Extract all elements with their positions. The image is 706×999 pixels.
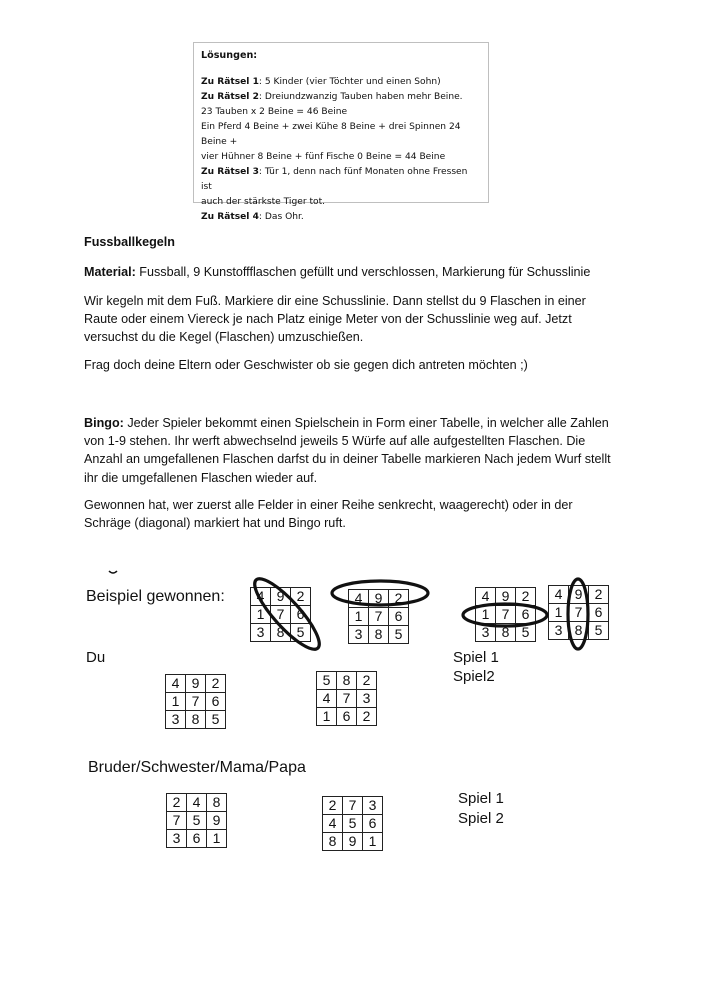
grid-cell: 3 — [167, 830, 187, 848]
rules-paragraph: Wir kegeln mit dem Fuß. Markiere dir eine Schusslinie. Dann stellst du 9 Flaschen in einer Raute oder einem Viereck je nach Platz einige Meter von der Schusslinie weg auf. Jetzt versuchst du die Kegel (Flaschen) umzuschießen. — [84, 294, 586, 345]
grid-cell: 8 — [271, 624, 291, 642]
grid-cell: 4 — [317, 690, 337, 708]
stray-mark — [109, 571, 117, 573]
grid-cell: 7 — [496, 606, 516, 624]
grid-cell: 2 — [589, 586, 609, 604]
spiel2-label: Spiel2 — [453, 668, 495, 685]
grid-cell: 3 — [349, 626, 369, 644]
grid-cell: 4 — [549, 586, 569, 604]
material-paragraph: Material: Fussball, 9 Kunstoffflaschen gefüllt und verschlossen, Markierung für Schusslinie — [84, 265, 591, 279]
grid-cell: 3 — [363, 797, 383, 815]
grid-cell: 8 — [337, 672, 357, 690]
grid-cell: 5 — [589, 622, 609, 640]
solution-line: Zu Rätsel 1: 5 Kinder (vier Töchter und einen Sohn) — [201, 77, 441, 87]
grid-cell: 1 — [476, 606, 496, 624]
grid-cell: 5 — [516, 624, 536, 642]
grid-cell: 7 — [271, 606, 291, 624]
family-spiel2-label: Spiel 2 — [458, 810, 504, 827]
grid-cell: 3 — [251, 624, 271, 642]
grid-cell: 6 — [187, 830, 207, 848]
solutions-box — [193, 42, 489, 222]
grid-cell: 5 — [187, 812, 207, 830]
family-grid-2 — [322, 796, 383, 851]
example-grid-row — [348, 589, 409, 644]
grid-cell: 9 — [569, 586, 589, 604]
grid-cell: 6 — [206, 693, 226, 711]
grid-cell: 6 — [589, 604, 609, 622]
du-label: Du — [86, 649, 106, 666]
solutions-heading: Lösungen: — [201, 50, 258, 61]
grid-cell: 1 — [317, 708, 337, 726]
grid-cell: 4 — [166, 675, 186, 693]
grid-cell: 2 — [357, 708, 377, 726]
grid-cell: 9 — [186, 675, 206, 693]
grid-cell: 7 — [569, 604, 589, 622]
solution-line: auch der stärkste Tiger tot. — [201, 197, 326, 207]
grid-cell: 6 — [291, 606, 311, 624]
grid-cell: 8 — [369, 626, 389, 644]
grid-cell: 4 — [187, 794, 207, 812]
family-label: Bruder/Schwester/Mama/Papa — [88, 759, 306, 776]
grid-cell: 5 — [206, 711, 226, 729]
grid-cell: 3 — [476, 624, 496, 642]
grid-cell: 9 — [207, 812, 227, 830]
example-label: Beispiel gewonnen: — [86, 588, 225, 605]
grid-cell: 6 — [363, 815, 383, 833]
grid-cell: 2 — [291, 588, 311, 606]
grid-cell: 2 — [389, 590, 409, 608]
grid-cell: 6 — [337, 708, 357, 726]
grid-cell: 7 — [186, 693, 206, 711]
grid-cell: 5 — [291, 624, 311, 642]
grid-cell: 4 — [323, 815, 343, 833]
grid-cell: 6 — [389, 608, 409, 626]
grid-cell: 5 — [389, 626, 409, 644]
solution-line: 23 Tauben x 2 Beine = 46 Beine — [201, 107, 348, 117]
spiel1-label: Spiel 1 — [453, 649, 499, 666]
grid-cell: 4 — [349, 590, 369, 608]
grid-cell: 1 — [549, 604, 569, 622]
grid-cell: 9 — [271, 588, 291, 606]
grid-cell: 2 — [516, 588, 536, 606]
du-grid-1 — [165, 674, 226, 729]
grid-cell: 2 — [323, 797, 343, 815]
grid-cell: 2 — [206, 675, 226, 693]
solution-line: Ein Pferd 4 Beine + zwei Kühe 8 Beine + drei Spinnen 24 Beine + — [201, 122, 461, 147]
grid-cell: 6 — [516, 606, 536, 624]
grid-cell: 7 — [167, 812, 187, 830]
grid-cell: 5 — [343, 815, 363, 833]
grid-cell: 5 — [317, 672, 337, 690]
grid-cell: 1 — [363, 833, 383, 851]
grid-cell: 9 — [343, 833, 363, 851]
du-grid-2 — [316, 671, 377, 726]
invite-paragraph: Frag doch deine Eltern oder Geschwister ob sie gegen dich antreten möchten ;) — [84, 358, 528, 372]
grid-cell: 3 — [357, 690, 377, 708]
family-spiel1-label: Spiel 1 — [458, 790, 504, 807]
example-grid-middle-row — [475, 587, 536, 642]
grid-cell: 4 — [476, 588, 496, 606]
grid-cell: 7 — [337, 690, 357, 708]
grid-cell: 8 — [496, 624, 516, 642]
grid-cell: 3 — [166, 711, 186, 729]
grid-cell: 7 — [343, 797, 363, 815]
grid-cell: 1 — [349, 608, 369, 626]
grid-cell: 4 — [251, 588, 271, 606]
grid-cell: 2 — [167, 794, 187, 812]
family-grid-1 — [166, 793, 227, 848]
section-title: Fussballkegeln — [84, 235, 175, 249]
solution-line: Zu Rätsel 3: Tür 1, denn nach fünf Monaten ohne Fressen ist — [201, 167, 468, 192]
winning-paragraph: Gewonnen hat, wer zuerst alle Felder in einer Reihe senkrecht, waagerecht) oder in der Schräge (diagonal) markiert hat und Bingo ruft. — [84, 498, 573, 531]
example-grid-column — [548, 585, 609, 640]
example-grid-diagonal — [250, 587, 311, 642]
grid-cell: 1 — [251, 606, 271, 624]
solution-line: Zu Rätsel 4: Das Ohr. — [201, 212, 304, 222]
grid-cell: 8 — [207, 794, 227, 812]
grid-cell: 1 — [207, 830, 227, 848]
grid-cell: 9 — [369, 590, 389, 608]
grid-cell: 8 — [186, 711, 206, 729]
grid-cell: 1 — [166, 693, 186, 711]
solution-line: vier Hühner 8 Beine + fünf Fische 0 Beine = 44 Beine — [201, 152, 446, 162]
bingo-paragraph: Bingo: Jeder Spieler bekommt einen Spielschein in Form einer Tabelle, in welcher alle Zahlen von 1-9 stehen. Ihr werft abwechselnd jeweils 5 Würfe auf alle aufgestellten Flaschen. Die Anzahl an umgefallenen Flaschen darfst du in deiner Tabelle markieren Nach jedem Wurf stellt ihr die umgefallenen Flaschen wieder auf. — [84, 416, 611, 485]
grid-cell: 7 — [369, 608, 389, 626]
solution-line: Zu Rätsel 2: Dreiundzwanzig Tauben haben mehr Beine. — [201, 92, 463, 102]
grid-cell: 9 — [496, 588, 516, 606]
grid-cell: 8 — [323, 833, 343, 851]
grid-cell: 2 — [357, 672, 377, 690]
grid-cell: 3 — [549, 622, 569, 640]
grid-cell: 8 — [569, 622, 589, 640]
